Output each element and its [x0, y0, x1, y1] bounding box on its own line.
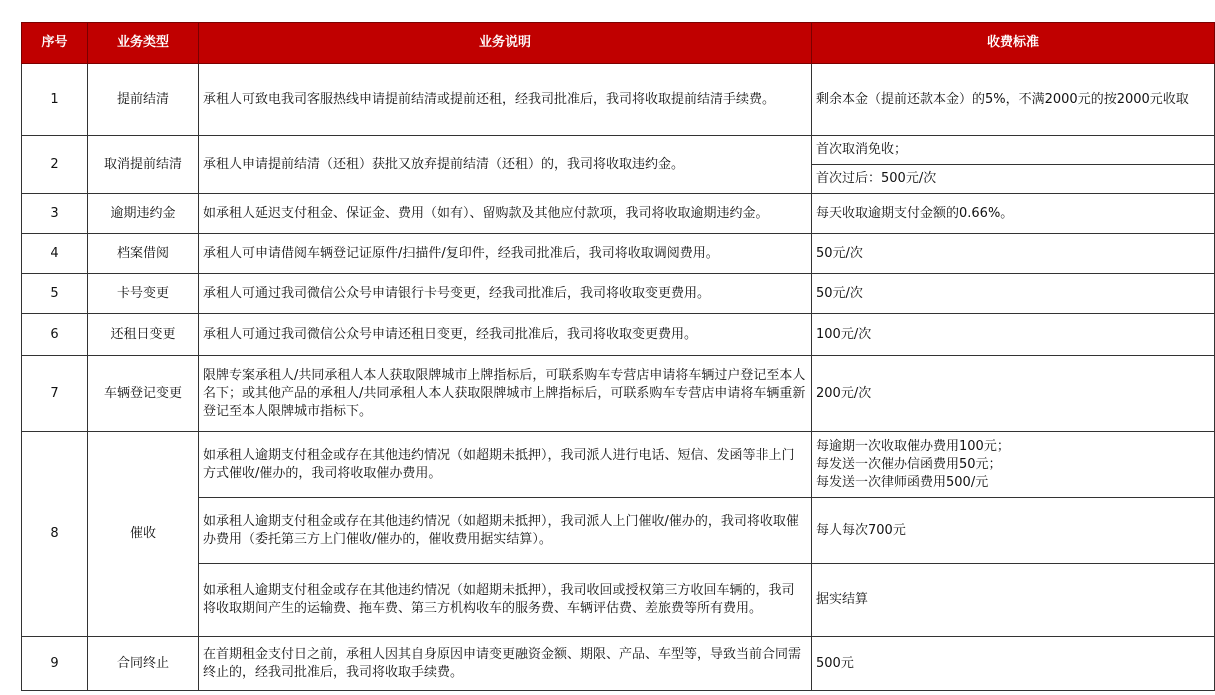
header-type: 业务类型 [88, 23, 199, 64]
row-no: 6 [22, 314, 88, 356]
row-type: 档案借阅 [88, 234, 199, 274]
row-type: 合同终止 [88, 637, 199, 691]
table-row [22, 136, 1215, 165]
header-row [22, 23, 1215, 64]
fee-line: 每发送一次催办信函费用50元； [816, 456, 1002, 472]
table-row [22, 194, 1215, 234]
row-no: 9 [22, 637, 88, 691]
table-row [22, 274, 1215, 314]
row-type: 逾期违约金 [88, 194, 199, 234]
header-no: 序号 [22, 23, 88, 64]
row-no: 2 [22, 136, 88, 194]
row-fee: 50元/次 [812, 274, 1215, 314]
header-desc: 业务说明 [199, 23, 812, 64]
row-no: 1 [22, 64, 88, 136]
header-fee: 收费标准 [812, 23, 1215, 64]
row-desc: 承租人可通过我司微信公众号申请银行卡号变更，经我司批准后，我司将收取变更费用。 [199, 274, 812, 314]
table-row [22, 356, 1215, 432]
fee-table [21, 22, 1215, 691]
row-desc: 如承租人逾期支付租金或存在其他违约情况（如超期未抵押），我司派人进行电话、短信、发函等非上门方式催收/催办的，我司将收取催办费用。 [199, 432, 812, 498]
fee-line: 每逾期一次收取催办费用100元； [816, 438, 1010, 454]
table-row [22, 432, 1215, 498]
row-no: 3 [22, 194, 88, 234]
row-type: 车辆登记变更 [88, 356, 199, 432]
row-no: 7 [22, 356, 88, 432]
row-no: 4 [22, 234, 88, 274]
table-row [22, 314, 1215, 356]
row-fee: 首次取消免收； [812, 136, 1215, 165]
row-desc: 承租人可通过我司微信公众号申请还租日变更，经我司批准后，我司将收取变更费用。 [199, 314, 812, 356]
row-fee: 200元/次 [812, 356, 1215, 432]
row-desc: 限牌专案承租人/共同承租人本人获取限牌城市上牌指标后，可联系购车专营店申请将车辆过户登记至本人名下；或其他产品的承租人/共同承租人本人获取限牌城市上牌指标后，可联系购车专营店申请将车辆重新登记至本人限牌城市指标下。 [199, 356, 812, 432]
row-desc: 承租人可致电我司客服热线申请提前结清或提前还租，经我司批准后，我司将收取提前结清手续费。 [199, 64, 812, 136]
table-row [22, 564, 1215, 637]
row-type: 卡号变更 [88, 274, 199, 314]
row-no: 5 [22, 274, 88, 314]
row-fee: 500元 [812, 637, 1215, 691]
row-type: 还租日变更 [88, 314, 199, 356]
row-desc: 如承租人逾期支付租金或存在其他违约情况（如超期未抵押），我司收回或授权第三方收回车辆的，我司将收取期间产生的运输费、拖车费、第三方机构收车的服务费、车辆评估费、差旅费等所有费用。 [199, 564, 812, 637]
row-fee [812, 432, 1215, 498]
row-desc: 承租人可申请借阅车辆登记证原件/扫描件/复印件，经我司批准后，我司将收取调阅费用。 [199, 234, 812, 274]
row-fee: 首次过后：500元/次 [812, 165, 1215, 194]
row-fee: 100元/次 [812, 314, 1215, 356]
table-row [22, 64, 1215, 136]
row-no: 8 [22, 432, 88, 637]
row-desc: 承租人申请提前结清（还租）获批又放弃提前结清（还租）的，我司将收取违约金。 [199, 136, 812, 194]
row-desc: 如承租人逾期支付租金或存在其他违约情况（如超期未抵押），我司派人上门催收/催办的，我司将收取催办费用（委托第三方上门催收/催办的，催收费用据实结算）。 [199, 498, 812, 564]
row-desc: 如承租人延迟支付租金、保证金、费用（如有）、留购款及其他应付款项，我司将收取逾期违约金。 [199, 194, 812, 234]
row-desc: 在首期租金支付日之前，承租人因其自身原因申请变更融资金额、期限、产品、车型等，导致当前合同需终止的，经我司批准后，我司将收取手续费。 [199, 637, 812, 691]
table-row [22, 234, 1215, 274]
table-row [22, 637, 1215, 691]
row-fee: 每天收取逾期支付金额的0.66%。 [812, 194, 1215, 234]
row-type: 取消提前结清 [88, 136, 199, 194]
row-type: 提前结清 [88, 64, 199, 136]
row-fee: 据实结算 [812, 564, 1215, 637]
fee-line: 每发送一次律师函费用500/元 [816, 474, 989, 490]
row-fee: 剩余本金（提前还款本金）的5%，不满2000元的按2000元收取 [812, 64, 1215, 136]
table-row [22, 498, 1215, 564]
row-type: 催收 [88, 432, 199, 637]
row-fee: 50元/次 [812, 234, 1215, 274]
row-fee: 每人每次700元 [812, 498, 1215, 564]
